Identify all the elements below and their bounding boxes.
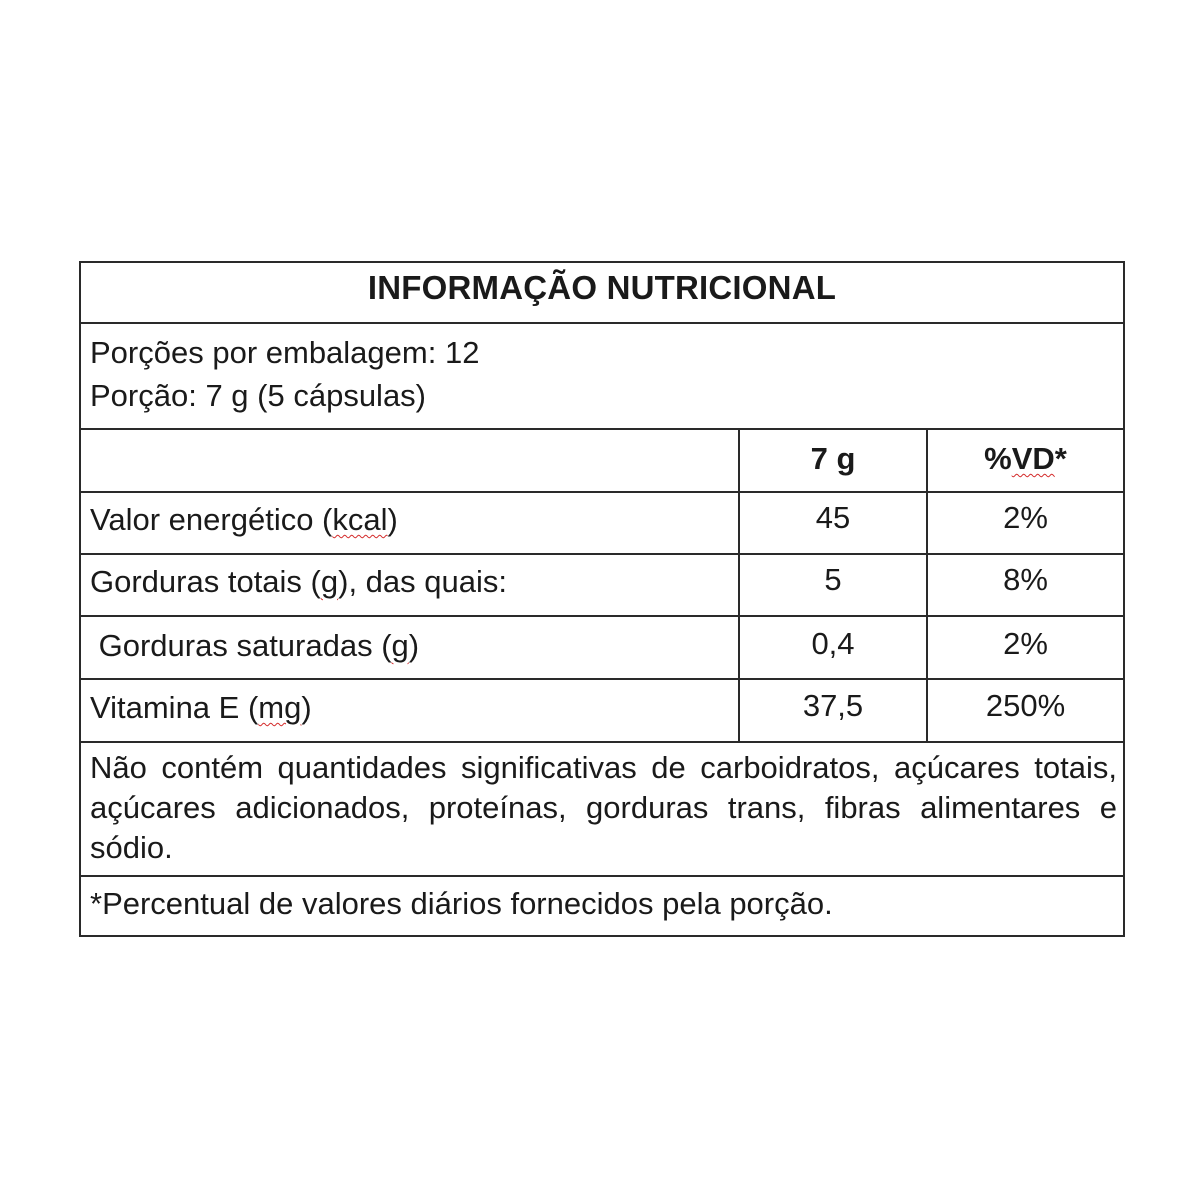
nutrient-amount-saturated-fat: 0,4 xyxy=(811,626,855,661)
spellcheck-mark: g xyxy=(391,628,409,663)
daily-value-footnote: *Percentual de valores diários fornecidos pela porção. xyxy=(90,886,833,921)
amount-column-header: 7 g xyxy=(810,441,856,476)
nutrient-amount-energy: 45 xyxy=(815,500,851,535)
divider-title xyxy=(81,322,1123,324)
spellcheck-mark: mg xyxy=(258,690,302,725)
dv-column-header: %VD* xyxy=(984,441,1067,476)
servings-per-package: Porções por embalagem: 12 xyxy=(90,335,480,370)
nutrient-name-saturated-fat: Gorduras saturadas (g) xyxy=(90,628,420,663)
nutrient-dv-energy: 2% xyxy=(1003,500,1048,535)
divider-row-4 xyxy=(81,741,1123,743)
nutrition-facts-table xyxy=(79,261,1125,937)
nutrient-dv-vitamin-e: 250% xyxy=(985,688,1066,723)
nutrient-amount-vitamin-e: 37,5 xyxy=(802,688,864,723)
nutrient-name-vitamin-e: Vitamina E (mg) xyxy=(90,690,312,725)
nutrient-name-total-fat: Gorduras totais (g), das quais: xyxy=(90,564,507,599)
nutrient-amount-total-fat: 5 xyxy=(824,562,842,597)
not-significant-disclaimer: Não contém quantidades significativas de carboidratos, açúcares totais, açúcares adicionados, proteínas, gorduras trans, fibras alimentares e sódio. xyxy=(90,750,1117,865)
divider-header xyxy=(81,491,1123,493)
serving-size: Porção: 7 g (5 cápsulas) xyxy=(90,378,427,413)
divider-disclaimer xyxy=(81,875,1123,877)
divider-row-3 xyxy=(81,678,1123,680)
divider-row-2 xyxy=(81,615,1123,617)
spellcheck-mark: g xyxy=(320,564,339,599)
spellcheck-mark: VD xyxy=(1011,441,1055,476)
divider-row-1 xyxy=(81,553,1123,555)
nutrient-dv-total-fat: 8% xyxy=(1003,562,1048,597)
nutrient-dv-saturated-fat: 2% xyxy=(1003,626,1048,661)
table-title: INFORMAÇÃO NUTRICIONAL xyxy=(367,269,837,306)
spellcheck-mark: kcal xyxy=(332,502,388,537)
nutrient-name-energy: Valor energético (kcal) xyxy=(90,502,398,537)
divider-serving xyxy=(81,428,1123,430)
